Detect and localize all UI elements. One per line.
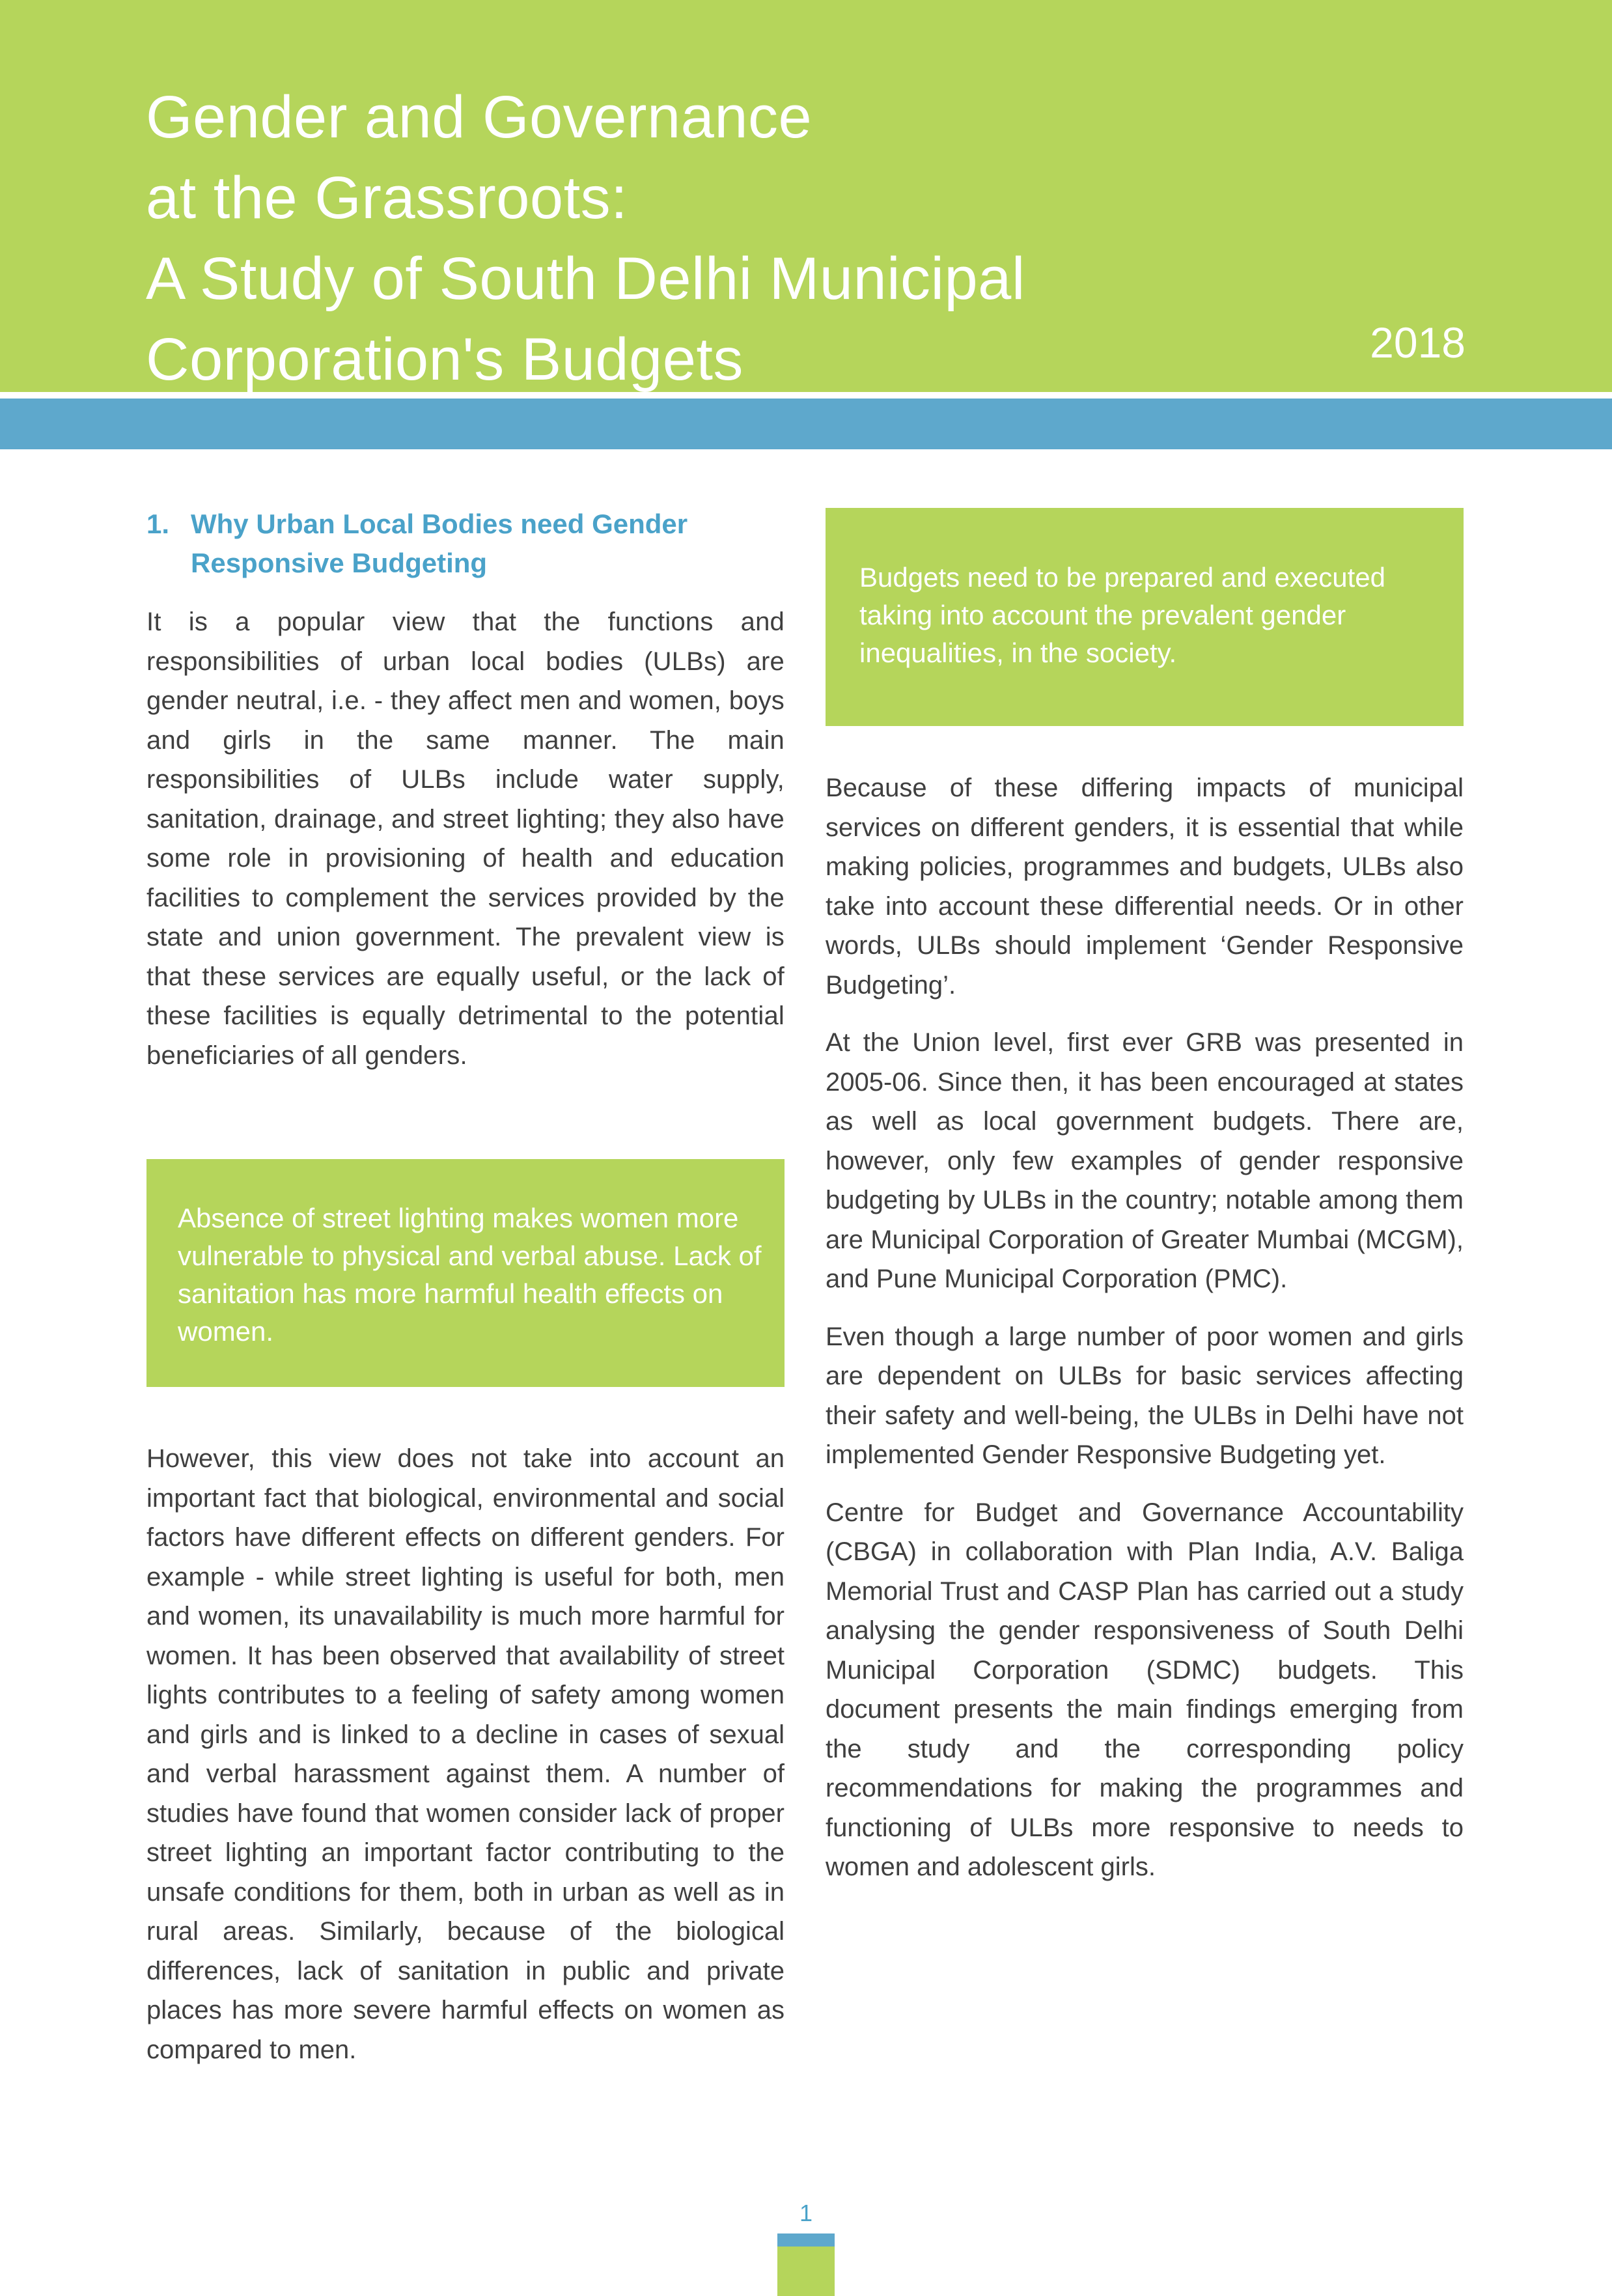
title-line: at the Grassroots: (146, 165, 628, 231)
header-divider-band (0, 399, 1612, 449)
title-line: Corporation's Budgets (146, 326, 743, 393)
paragraph: Even though a large number of poor women and girls are dependent on ULBs for basic services affecting their safety and well-being, the ULBs in Delhi have not implemented Gender Responsive Budgeting yet. (826, 1322, 1464, 1469)
paragraph: It is a popular view that the functions and responsibilities of urban local bodies (ULBs) are gender neutral, i.e. - they affect men and women, boys and girls in the same manner. The main responsibilities of ULBs include water supply, sanitation, drainage, and street lighting; they also have some role in provisioning of health and education facilities to complement the services provided by the state and union government. The prevalent view is that these services are equally useful, or the lack of these facilities is equally detrimental to the potential beneficiaries of all genders. (146, 608, 785, 1070)
title-line: Gender and Governance (146, 84, 813, 150)
section-heading (146, 505, 785, 583)
paragraph: Because of these differing impacts of municipal services on different genders, it is essential that while making policies, programmes and budgets, ULBs also take into account these differential needs. Or in other words, ULBs should implement ‘Gender Responsive Budgeting’. (826, 774, 1464, 1000)
callout-text: Absence of street lighting makes women more vulnerable to physical and verbal abuse. Lack of sanitation has more harmful health effects on women. (178, 1203, 762, 1347)
callout-text: Budgets need to be prepared and executed taking into account the prevalent gender inequalities, in the society. (859, 562, 1385, 668)
left-column-lower (146, 1439, 785, 2069)
header-banner (0, 0, 1612, 392)
callout-box-right (826, 508, 1464, 726)
paragraph: However, this view does not take into account an important fact that biological, environmental and social factors have different effects on different genders. For example - while street lighting is useful for both, men and women, its unavailability is much more harmful for women. It has been observed that availability of street lights contributes to a feeling of safety among women and girls and is linked to a decline in cases of sexual and verbal harassment against them. A number of studies have found that women consider lack of proper street lighting an important factor contributing to the unsafe conditions for them, both in urban as well as in rural areas. Similarly, because of the biological differences, lack of sanitation in public and private places has more severe harmful effects on women as compared to men. (146, 1444, 785, 2064)
section-number: 1. (146, 509, 170, 539)
publication-year: 2018 (1370, 318, 1466, 367)
footer-blue-bar (777, 2233, 835, 2247)
paragraph: Centre for Budget and Governance Accountability (CBGA) in collaboration with Plan India, A.V. Baliga Memorial Trust and CASP Plan has carried out a study analysing the gender responsiveness of South Delhi Municipal Corporation (SDMC) budgets. This document presents the main findings emerging from the study and the corresponding policy recommendations for making the programmes and functioning of ULBs more responsive to needs to women and adolescent girls. (826, 1498, 1464, 1881)
callout-box-left (146, 1159, 785, 1387)
page-number: 1 (799, 2200, 813, 2226)
paragraph: At the Union level, first ever GRB was presented in 2005-06. Since then, it has been encouraged at states as well as local government budgets. There are, however, only few examples of gender responsive budgeting by ULBs in the country; notable among them are Municipal Corporation of Greater Mumbai (MCGM), and Pune Municipal Corporation (PMC). (826, 1028, 1464, 1293)
left-column (146, 505, 785, 1075)
document-title (146, 77, 1383, 400)
section-heading-text: Why Urban Local Bodies need Gender Responsive Budgeting (191, 509, 688, 578)
title-line: A Study of South Delhi Municipal (146, 245, 1025, 312)
right-column (826, 768, 1464, 1887)
